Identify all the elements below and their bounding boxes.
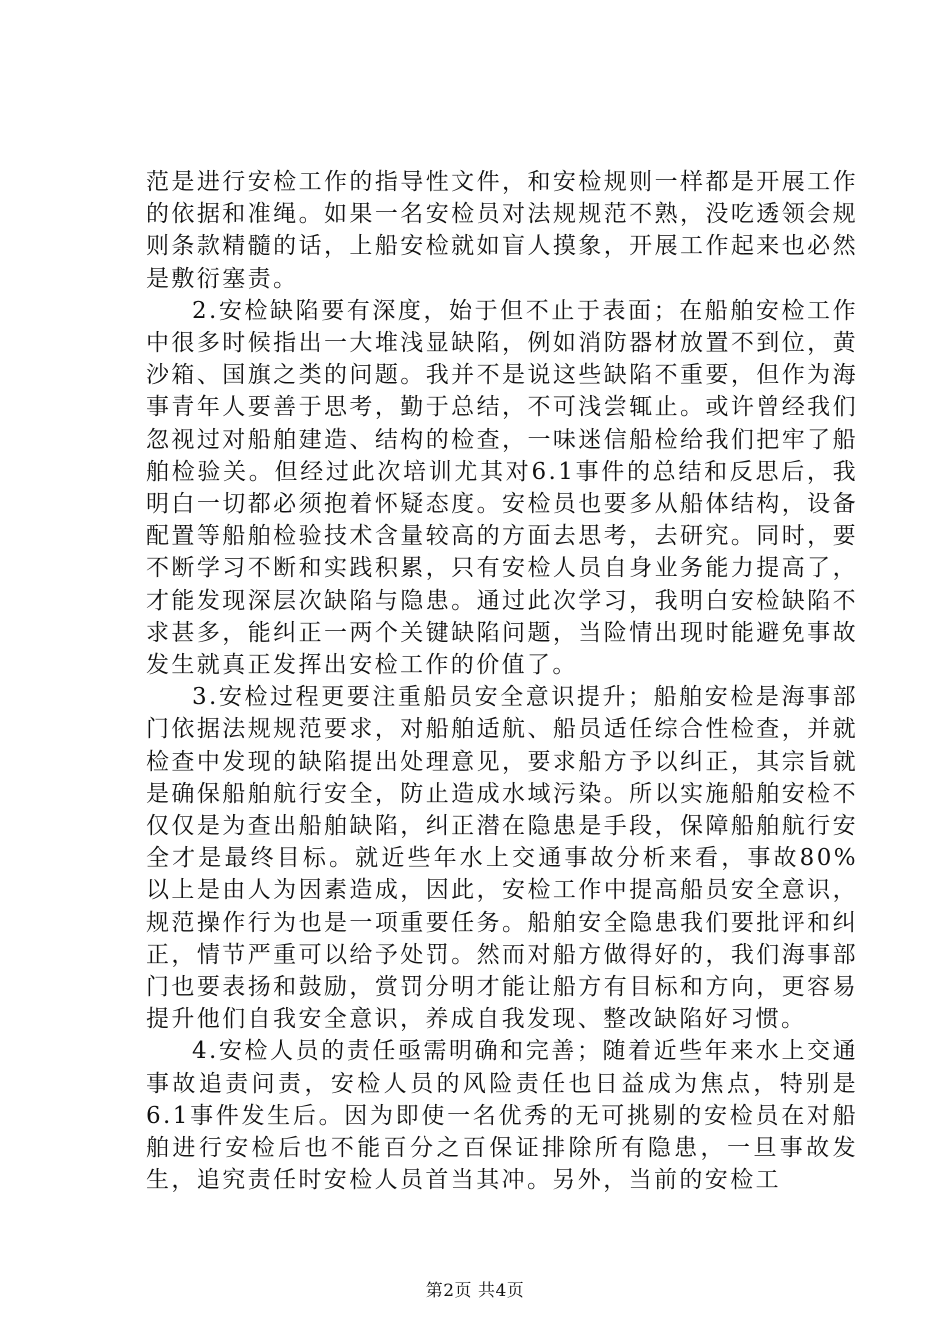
document-body [146, 166, 858, 1197]
paragraph-point-3: 3.安检过程更要注重船员安全意识提升；船舶安检是海事部门依据法规规范要求，对船舶适航、船员适任综合性检查，并就检查中发现的缺陷提出处理意见，要求船方予以纠正，其宗旨就是确保船舶航行安全，防止造成水域污染。所以实施船舶安检不仅仅是为查出船舶缺陷，纠正潜在隐患是手段，保障船舶航行安全才是最终目标。就近些年水上交通事故分析来看，事故80%以上是由人为因素造成，因此，安检工作中提高船员安全意识，规范操作行为也是一项重要任务。船舶安全隐患我们要批评和纠正，情节严重可以给予处罚。然而对船方做得好的，我们海事部门也要表扬和鼓励，赏罚分明才能让船方有目标和方向，更容易提升他们自我安全意识，养成自我发现、整改缺陷好习惯。 [146, 684, 858, 1033]
paragraph-point-2: 2.安检缺陷要有深度，始于但不止于表面；在船舶安检工作中很多时候指出一大堆浅显缺陷，例如消防器材放置不到位，黄沙箱、国旗之类的问题。我并不是说这些缺陷不重要，但作为海事青年人要善于思考，勤于总结，不可浅尝辄止。或许曾经我们忽视过对船舶建造、结构的检查，一味迷信船检给我们把牢了船舶检验关。但经过此次培训尤其对6.1事件的总结和反思后，我明白一切都必须抱着怀疑态度。安检员也要多从船体结构，设备配置等船舶检验技术含量较高的方面去思考，去研究。同时，要不断学习不断和实践积累，只有安检人员自身业务能力提高了，才能发现深层次缺陷与隐患。通过此次学习，我明白安检缺陷不求甚多，能纠正一两个关键缺陷问题，当险情出现时能避免事故发生就真正发挥出安检工作的价值了。 [146, 297, 858, 679]
paragraph-continuation: 范是进行安检工作的指导性文件，和安检规则一样都是开展工作的依据和准绳。如果一名安检员对法规规范不熟，没吃透领会规则条款精髓的话，上船安检就如盲人摸象，开展工作起来也必然是敷衍塞责。 [146, 169, 858, 292]
paragraph-point-4: 4.安检人员的责任亟需明确和完善；随着近些年来水上交通事故追责问责，安检人员的风险责任也日益成为焦点，特别是6.1事件发生后。因为即使一名优秀的无可挑剔的安检员在对船舶进行安检后也不能百分之百保证排除所有隐患，一旦事故发生，追究责任时安检人员首当其冲。另外，当前的安检工 [146, 1038, 858, 1194]
page-footer: 第2页 共4页 [425, 1281, 525, 1301]
